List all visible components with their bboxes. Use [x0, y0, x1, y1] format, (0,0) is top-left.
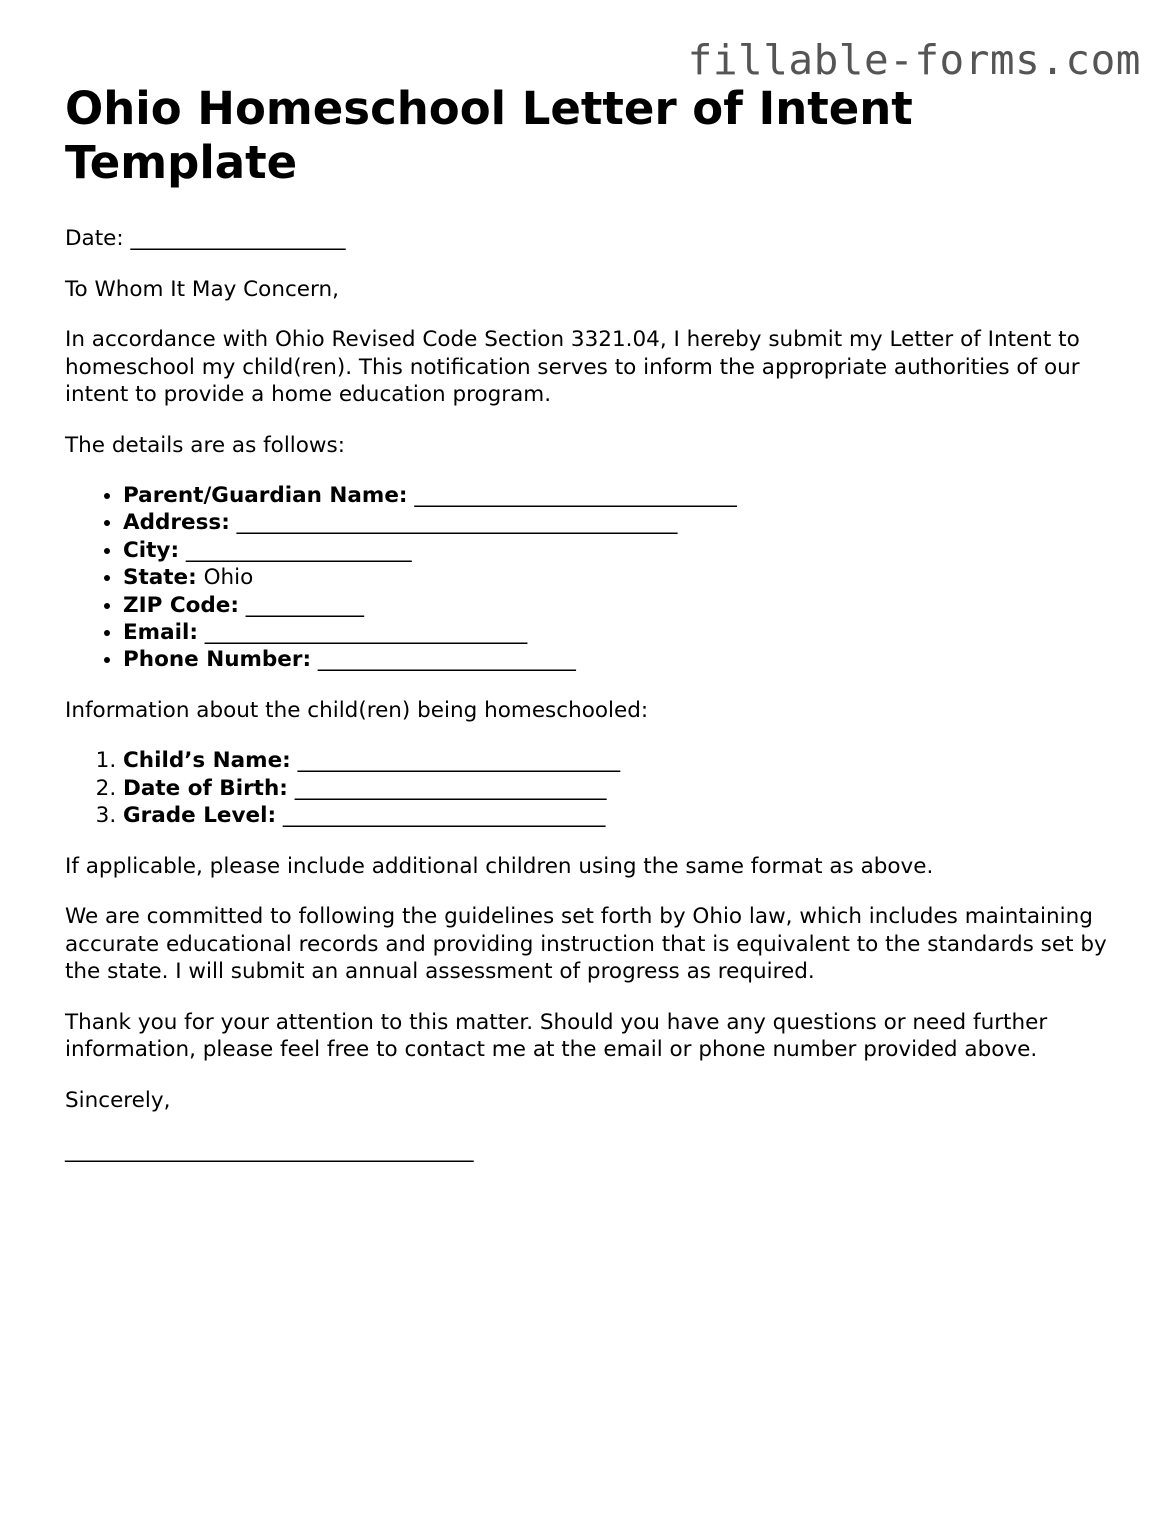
detail-value: ________________________ — [311, 647, 576, 673]
detail-label: Email: — [123, 620, 198, 646]
detail-value: _________________________________________ — [229, 510, 678, 536]
detail-label: Address: — [123, 510, 230, 536]
child-value: ______________________________ — [290, 748, 621, 774]
child-details-list — [65, 747, 1135, 829]
detail-value: ___________ — [238, 592, 365, 618]
detail-label: State: — [123, 565, 197, 591]
detail-address — [123, 509, 1135, 536]
salutation: To Whom It May Concern, — [65, 276, 339, 302]
child-label: Child’s Name: — [123, 748, 291, 774]
page-title: Ohio Homeschool Letter of Intent Template — [65, 82, 913, 189]
detail-label: City: — [123, 537, 180, 563]
commitment-paragraph: We are committed to following the guidelines set forth by Ohio law, which includes maintaining accurate educational records and providing instruction that is equivalent to the standards set by the state. I will submit an annual assessment of progress as required. — [65, 904, 1107, 985]
child-value: ______________________________ — [276, 803, 606, 829]
detail-state — [123, 564, 1135, 591]
watermark: fillable-forms.com — [687, 36, 1141, 84]
detail-label: Phone Number: — [123, 647, 312, 673]
child-value: _____________________________ — [287, 775, 607, 801]
detail-zip — [123, 592, 1135, 619]
detail-parent-name — [123, 482, 1135, 509]
detail-value: _____________________ — [179, 537, 412, 563]
detail-label: Parent/Guardian Name: — [123, 483, 408, 508]
child-name — [123, 747, 1135, 774]
child-dob — [123, 775, 1135, 802]
details-intro: The details are as follows: — [65, 432, 345, 458]
child-grade — [123, 802, 1135, 829]
intro-paragraph: In accordance with Ohio Revised Code Section 3321.04, I hereby submit my Letter of Intent to homeschool my child(ren). This notification serves to inform the appropriate authorities of our intent to provide a home education program. — [65, 327, 1080, 407]
thanks-paragraph: Thank you for your attention to this matter. Should you have any questions or need further information, please feel free to contact me at the email or phone number provided above. — [65, 1009, 1048, 1063]
detail-email — [123, 619, 1135, 646]
detail-city — [123, 537, 1135, 564]
detail-value: Ohio — [196, 565, 254, 591]
detail-label: ZIP Code: — [123, 592, 239, 618]
detail-phone — [123, 646, 1135, 673]
parent-details-list — [65, 482, 1135, 674]
letter-document — [65, 82, 1135, 1165]
date-field: Date: ____________________ — [65, 226, 346, 251]
detail-value: ______________________________ — [407, 483, 737, 508]
children-intro: Information about the child(ren) being homeschooled: — [65, 697, 649, 723]
closing: Sincerely, — [65, 1087, 171, 1113]
child-label: Grade Level: — [123, 803, 277, 829]
additional-children-note: If applicable, please include additional children using the same format as above. — [65, 853, 934, 879]
detail-value: ______________________________ — [197, 620, 528, 646]
signature-line: ______________________________________ — [65, 1138, 474, 1164]
child-label: Date of Birth: — [123, 775, 288, 801]
